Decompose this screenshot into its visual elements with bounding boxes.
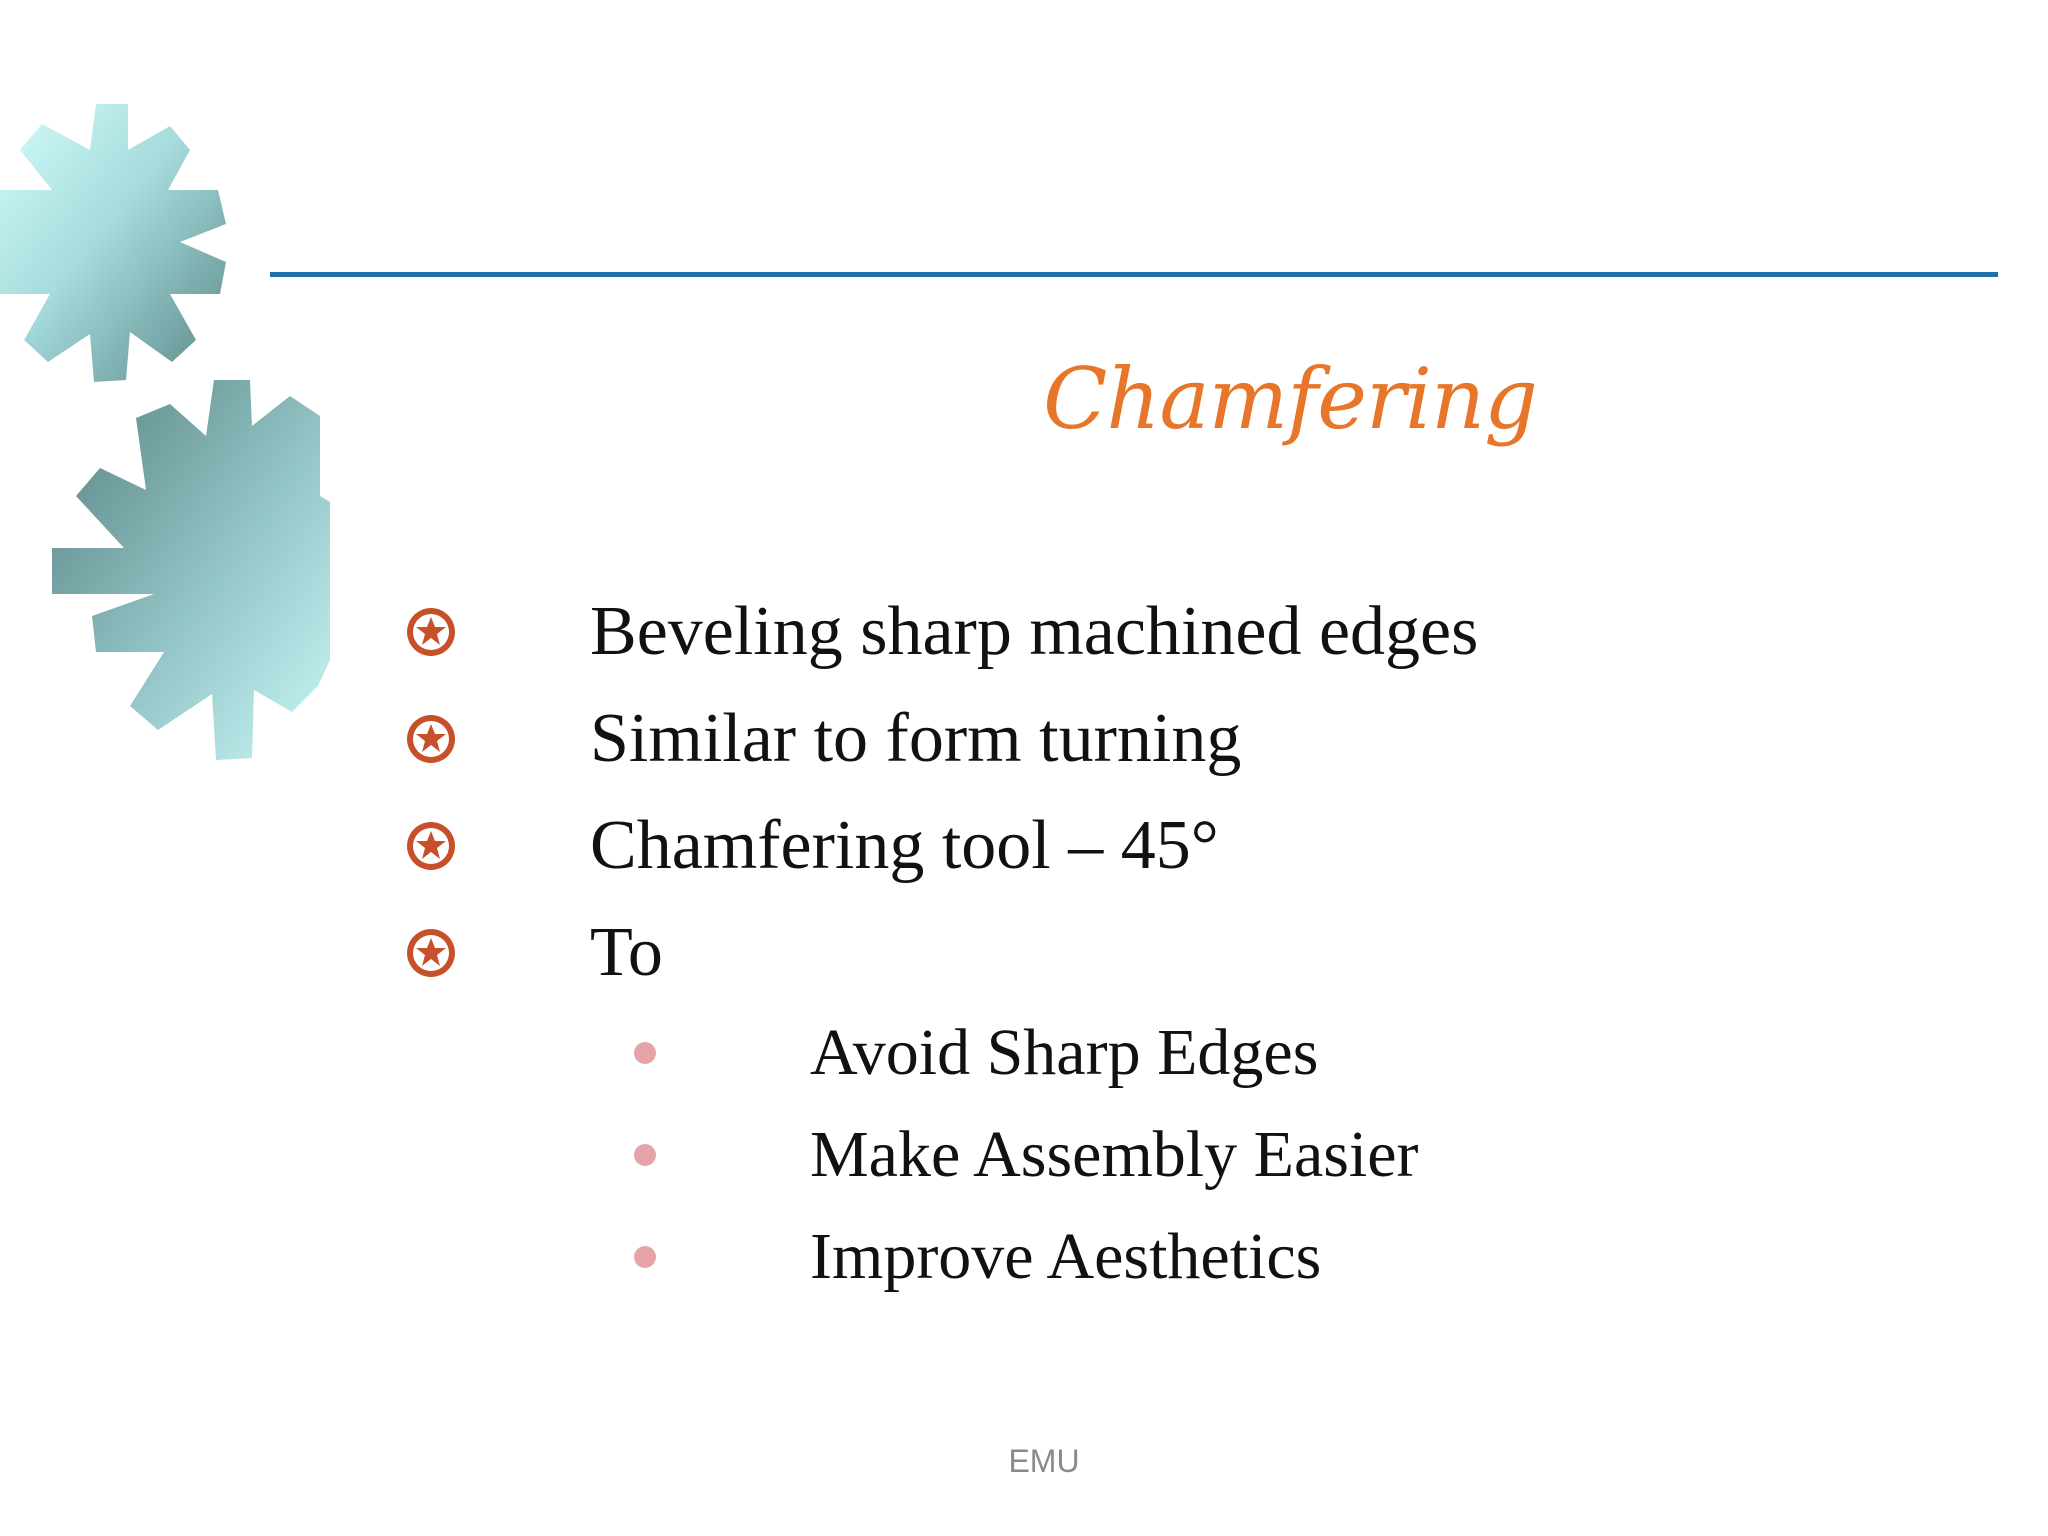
star-circle-icon [405, 927, 457, 979]
sub-bullet-text: Avoid Sharp Edges [810, 1016, 1319, 1089]
star-circle-icon [405, 606, 457, 658]
bullet-text: Similar to form turning [590, 700, 1242, 777]
dot-icon [634, 1144, 656, 1166]
bullet-text: Chamfering tool – 45° [590, 807, 1219, 884]
star-circle-icon [405, 820, 457, 872]
bullet-text: To [590, 914, 663, 991]
bullet-text: Beveling sharp machined edges [590, 593, 1479, 670]
slide-title: Chamfering [1043, 350, 1537, 448]
star-circle-icon [405, 713, 457, 765]
dot-icon [634, 1042, 656, 1064]
slide-footer: EMU [1008, 1443, 1080, 1479]
sub-bullet-text: Improve Aesthetics [810, 1220, 1322, 1293]
sub-bullet-text: Make Assembly Easier [810, 1118, 1419, 1191]
dot-icon [634, 1246, 656, 1268]
